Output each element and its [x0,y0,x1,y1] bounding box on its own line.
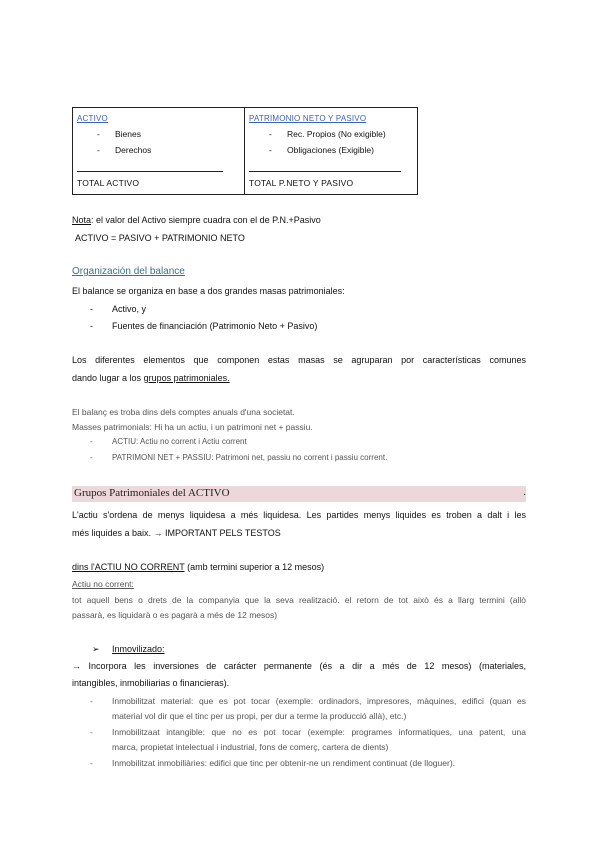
pasivo-header: PATRIMONIO NETO Y PASIVO [249,114,367,123]
balance-table [72,107,418,195]
organizacion-para-line1: Los diferentes elementos que componen estas masas se agruparan por características comunes [72,355,526,365]
list-item: - [90,758,93,768]
note-text: : el valor del Activo siempre cuadra con el de P.N.+Pasivo [91,215,321,225]
catalan-line2: Masses patrimonials: Hi ha un actiu, i un patrimoni net + passiu. [72,422,313,432]
organizacion-heading[interactable]: Organización del balance [72,266,185,277]
grupos-para-line1: L'actiu s'ordena de menys liquidesa a més liquidesa. Les partides menys liquides es troben a dalt i les [72,510,526,520]
list-item: - ACTIU: Actiu no corrent i Actiu corrent [90,437,247,446]
no-corrent-heading-line: dins l'ACTIU NO CORRENT (amb termini superior a 12 mesos) [72,562,325,572]
note-line [72,214,321,226]
pasivo-cell [249,108,415,194]
catalan-line1: El balanç es troba dins dels comptes anuals d'una societat. [72,407,295,417]
pasivo-item: - Rec. Propios (No exigible) [269,129,386,139]
band-dot: . [523,487,526,498]
list-item: - [90,696,93,706]
inmovilizado-item-line: Inmobilitzat inmobiliàries: edifici que tinc per obtenir-ne un rendiment continuat (de lloguer). [112,758,456,768]
inmovilizado-heading [92,643,165,655]
no-corrent-subheading: Actiu no corrent: [72,579,134,589]
list-item: - [90,727,93,737]
activo-header: ACTIVO [77,114,108,123]
pasivo-rule [249,171,401,172]
inmovilizado-line2: intangibles, inmobiliarias o financieras). [72,678,230,688]
inmovilizado-label: Inmovilizado: [112,644,165,654]
organizacion-intro: El balance se organiza en base a dos grandes masas patrimoniales: [72,286,345,296]
organizacion-para-line2: dando lugar a los grupos patrimoniales. [72,373,230,383]
inmovilizado-line1: → Incorpora les inversiones de carácter permanente (és a dir a més de 12 mesos) (materiales, [72,661,526,671]
activo-item: - Derechos [97,145,152,155]
list-item: - Activo, y [90,304,147,314]
list-item: - PATRIMONI NET + PASSIU: Patrimoni net, passiu no corrent i passiu corrent. [90,453,388,462]
note-equation: ACTIVO = PASIVO + PATRIMONIO NETO [75,233,245,243]
grupos-patrimoniales-link[interactable]: grupos patrimoniales. [143,373,230,383]
activo-item: - Bienes [97,129,141,139]
inmovilizado-item-line: Inmobilitzat material: que es pot tocar (exemple: ordinadors, impresores, màquines, edifici (quan es [112,696,526,706]
inmovilizado-item-line: material vol dir que el tinc per us propi, per dur a terme la producció allà), etc.) [112,711,407,721]
section-band [72,486,526,502]
bullet-arrow-icon: ➢ [92,644,100,654]
total-activo: TOTAL ACTIVO [77,178,140,188]
no-corrent-heading: dins l'ACTIU NO CORRENT [72,562,185,572]
pasivo-item: - Obligaciones (Exigible) [269,145,374,155]
total-pasivo: TOTAL P.NETO Y PASIVO [249,178,354,188]
activo-rule [77,171,223,172]
inmovilizado-item-line: Inmobilitzaat intangible: que no es pot tocar (exemple: programes informatiques, una patent, una [112,727,526,737]
table-divider [244,108,245,194]
inmovilizado-item-line: marca, propietat intelectual i industrial, fons de comerç, cartera de dients) [112,742,389,752]
activo-cell [77,108,241,194]
note-label: Nota [72,215,92,225]
grupos-title: Grupos Patrimoniales del ACTIVO [74,487,230,499]
grupos-para-line2: més liquides a baix. → IMPORTANT PELS TESTOS [72,528,281,538]
no-corrent-line2: passarà, es liquidarà o es pagarà a més de 12 mesos) [72,610,278,620]
list-item: - Fuentes de financiación (Patrimonio Neto + Pasivo) [90,321,318,331]
no-corrent-line1: tot aquell bens o drets de la companyia que la seva realització. el retorn de tot això és a llarg termini (allò [72,595,526,605]
